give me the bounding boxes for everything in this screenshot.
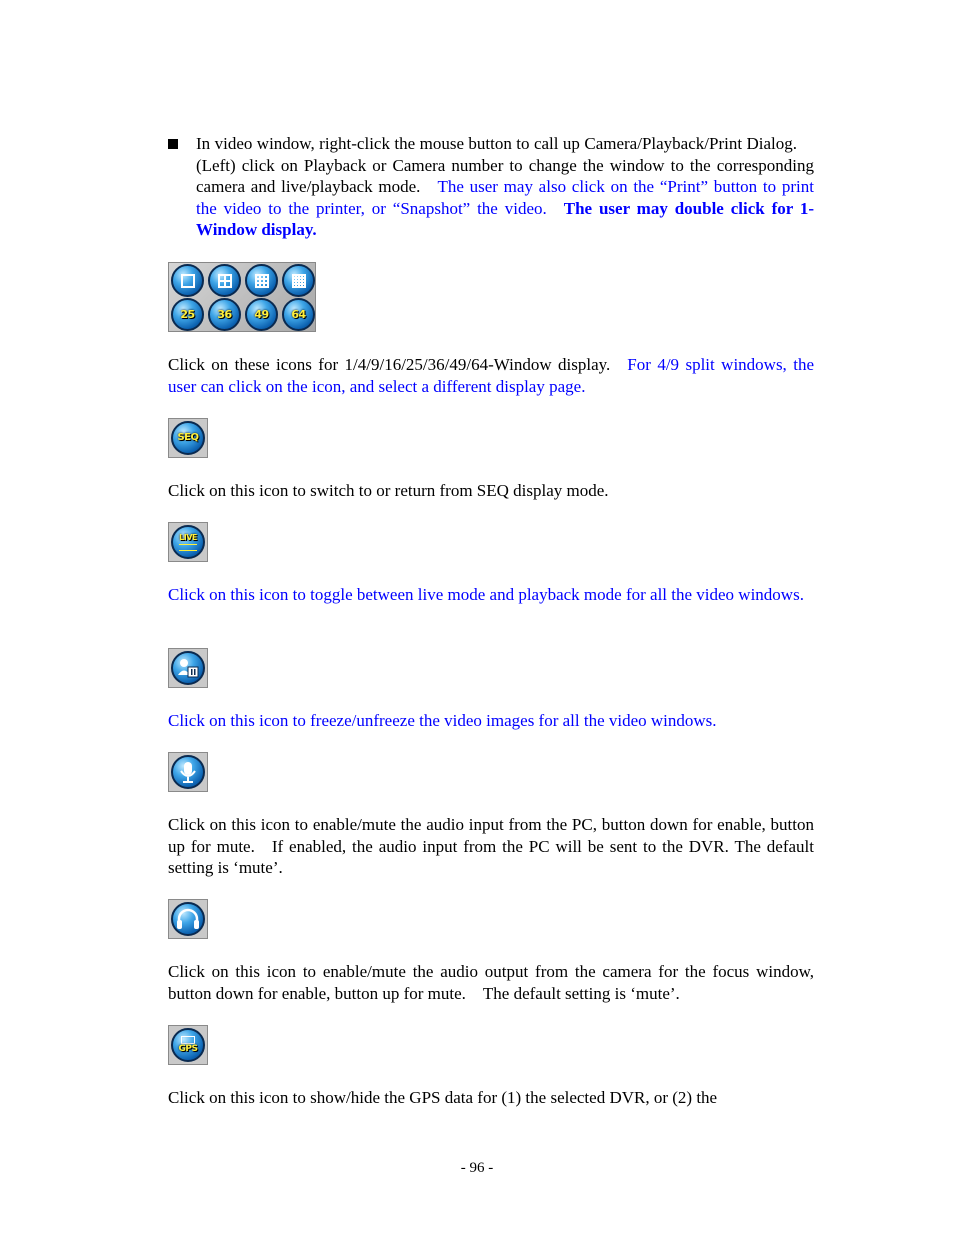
window-36-label: 36 [217, 307, 232, 321]
film-strip-icon [179, 544, 197, 551]
window-49-icon[interactable] [245, 298, 278, 331]
window-display-text-blue: For 4/9 split windows, the user can click on the icon, and select a different display page. [168, 355, 814, 396]
monitor-icon [181, 1036, 195, 1044]
bullet-text-blue-bold: The user may double click for 1-Window display. [196, 198, 814, 240]
freeze-paragraph: Click on this icon to freeze/unfreeze the video images for all the video windows. [168, 711, 717, 730]
headphone-icon [171, 902, 205, 936]
freeze-button[interactable] [168, 648, 208, 688]
freeze-icon [171, 651, 205, 685]
window-49-label: 49 [254, 307, 269, 321]
live-paragraph: Click on this icon to toggle between live mode and playback mode for all the video windows. [168, 585, 804, 604]
window-4-icon[interactable] [208, 264, 241, 297]
bullet-text-black: In video window, right-click the mouse button to call up Camera/Playback/Print Dialog. (Left) click on Playback or Camera number to change the window to the corresponding camera and live/playback mode. [196, 134, 814, 197]
seq-button[interactable] [168, 418, 208, 458]
window-36-icon[interactable] [208, 298, 241, 331]
window-1-icon[interactable] [171, 264, 204, 297]
bullet-square-icon [168, 139, 178, 149]
live-playback-toggle-button[interactable] [168, 522, 208, 562]
window-25-label: 25 [180, 307, 195, 321]
page-number: - 96 - [460, 1160, 494, 1176]
gps-icon-label: GPS [173, 1030, 203, 1060]
bullet-text-blue: The user may also click on the “Print” button to print the video to the printer, or “Snapshot” the video. [196, 177, 814, 218]
seq-paragraph: Click on this icon to switch to or return from SEQ display mode. [168, 481, 609, 500]
live-icon-label: LIVE [173, 527, 203, 557]
window-display-text: Click on these icons for 1/4/9/16/25/36/49/64-Window display. [168, 355, 628, 374]
gps-button[interactable] [168, 1025, 208, 1065]
microphone-button[interactable] [168, 752, 208, 792]
window-display-icons [168, 262, 316, 332]
microphone-icon [171, 755, 205, 789]
window-25-icon[interactable] [171, 298, 204, 331]
window-64-label: 64 [291, 307, 306, 321]
window-16-icon[interactable] [282, 264, 315, 297]
window-64-icon[interactable] [282, 298, 315, 331]
microphone-paragraph: Click on this icon to enable/mute the audio input from the PC, button down for enable, button up for mute. If enabled, the audio input from the PC will be sent to the DVR. The default setting is ‘mute’. [168, 815, 814, 878]
seq-icon-label: SEQ [177, 432, 199, 444]
window-9-icon[interactable] [245, 264, 278, 297]
window-display-paragraph [168, 354, 814, 397]
headphone-paragraph: Click on this icon to enable/mute the audio output from the camera for the focus window, button down for enable, button up for mute. The default setting is ‘mute’. [168, 962, 814, 1003]
gps-paragraph: Click on this icon to show/hide the GPS data for (1) the selected DVR, or (2) the [168, 1088, 718, 1107]
headphone-button[interactable] [168, 899, 208, 939]
bullet-paragraph [168, 133, 814, 241]
